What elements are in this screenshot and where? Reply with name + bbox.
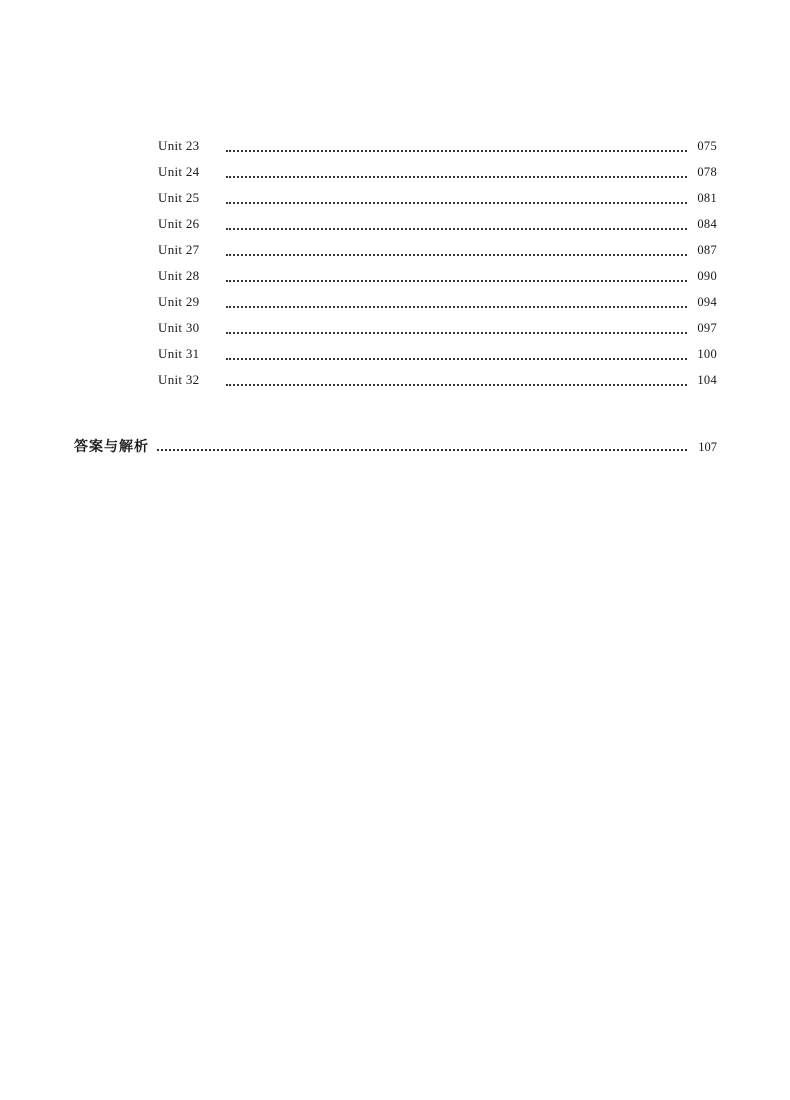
dot-leader xyxy=(226,331,687,334)
toc-entry-unit-23[interactable] xyxy=(158,136,717,162)
toc-entry-unit-31[interactable] xyxy=(158,344,717,370)
dot-leader xyxy=(226,149,687,152)
toc-entry-page-number: 104 xyxy=(697,373,717,387)
toc-entry-page-number: 087 xyxy=(697,243,717,257)
toc-entry-page-number: 097 xyxy=(697,321,717,335)
toc-entry-unit-32[interactable] xyxy=(158,370,717,396)
toc-entry-page-number: 100 xyxy=(697,347,717,361)
toc-entry-label: Unit 25 xyxy=(158,190,200,205)
toc-entry-label: 答案与解析 xyxy=(74,439,149,455)
toc-entry-answers[interactable] xyxy=(74,437,717,459)
dot-leader xyxy=(157,448,687,451)
unit-list xyxy=(158,136,717,396)
toc-entry-page-number: 081 xyxy=(697,191,717,205)
dot-leader xyxy=(226,383,687,386)
dot-leader xyxy=(226,227,687,230)
toc-entry-page-number: 107 xyxy=(698,440,717,454)
toc-entry-unit-30[interactable] xyxy=(158,318,717,344)
dot-leader xyxy=(226,175,687,178)
toc-entry-page-number: 094 xyxy=(697,295,717,309)
toc-entry-unit-26[interactable] xyxy=(158,214,717,240)
toc-entry-label: Unit 31 xyxy=(158,346,200,361)
toc-entry-page-number: 075 xyxy=(697,139,717,153)
toc-entry-page-number: 078 xyxy=(697,165,717,179)
toc-entry-unit-27[interactable] xyxy=(158,240,717,266)
toc-entry-unit-29[interactable] xyxy=(158,292,717,318)
toc-entry-page-number: 090 xyxy=(697,269,717,283)
dot-leader xyxy=(226,357,687,360)
toc-entry-label: Unit 28 xyxy=(158,268,200,283)
toc-entry-page-number: 084 xyxy=(697,217,717,231)
toc-entry-label: Unit 32 xyxy=(158,372,200,387)
dot-leader xyxy=(226,253,687,256)
toc-entry-unit-24[interactable] xyxy=(158,162,717,188)
toc-entry-unit-28[interactable] xyxy=(158,266,717,292)
dot-leader xyxy=(226,279,687,282)
toc-entry-label: Unit 24 xyxy=(158,164,200,179)
toc-entry-label: Unit 26 xyxy=(158,216,200,231)
toc-entry-label: Unit 30 xyxy=(158,320,200,335)
toc-entry-label: Unit 27 xyxy=(158,242,200,257)
toc-entry-label: Unit 23 xyxy=(158,138,200,153)
toc-entry-unit-25[interactable] xyxy=(158,188,717,214)
toc-entry-label: Unit 29 xyxy=(158,294,200,309)
dot-leader xyxy=(226,201,687,204)
dot-leader xyxy=(226,305,687,308)
